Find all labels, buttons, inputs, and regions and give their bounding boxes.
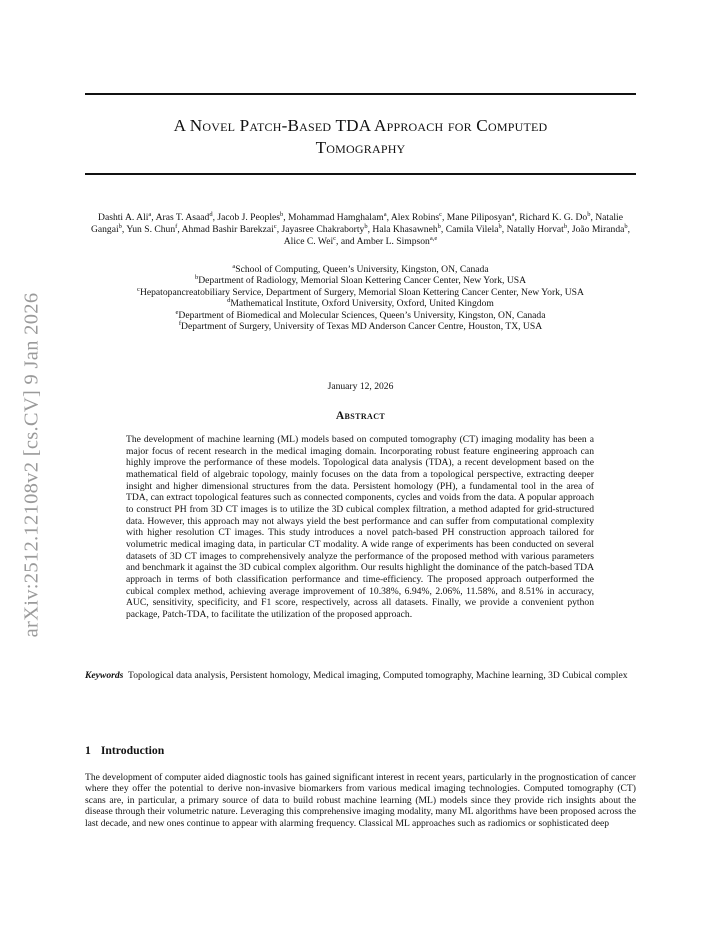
affiliation-line	[85, 264, 636, 275]
author-name: Alex Robins$^c$	[390, 210, 442, 223]
affiliation-marker: d	[227, 297, 231, 305]
title-top-rule	[85, 93, 636, 95]
affiliation-line	[85, 287, 636, 298]
title-bottom-rule	[85, 173, 636, 175]
author-name: Amber L. Simpson$^{a,e}$	[356, 234, 438, 247]
author-name: Hala Khasawneh$^b$	[372, 222, 441, 235]
affiliation-list	[85, 264, 636, 332]
section-number: 1	[85, 744, 91, 757]
author-name: Jayasree Chakraborty$^b$	[281, 222, 368, 235]
author-affiliation-marker: a	[511, 210, 515, 218]
section-heading-introduction	[85, 744, 636, 757]
author-affiliation-marker: a,e	[429, 234, 438, 242]
author-list: Dashti A. Ali$^a$, Aras T. Asaad$^d$, Jacob J. Peoples$^b$, Mohammad Hamghalam$^a$, Alex Robins$^c$, Mane Piliposyan$^a$, Richard K. G. Do$^b$, Natalie Gangai$^b$, Yun S. Chun$^f$, Ahmad Bashir Barekzai$^c$, Jayasree Chakraborty$^b$, Hala Khasawneh$^b$, Camila Vilela$^b$, Natally Horvat$^b$, João Miranda$^b$, Alice C. Wei$^c$, and Amber L. Simpson$^{a,e}$	[90, 210, 631, 247]
affiliation-line	[85, 275, 636, 286]
author-affiliation-marker: d	[209, 210, 213, 218]
author-name: Ahmad Bashir Barekzai$^c$	[181, 222, 277, 235]
author-name: Alice C. Wei$^c$	[283, 234, 337, 247]
author-name: Yun S. Chun$^f$	[126, 222, 178, 235]
author-affiliation-marker: c	[333, 234, 337, 242]
section-title: Introduction	[100, 744, 165, 757]
affiliation-marker: e	[175, 308, 179, 316]
author-affiliation-marker: b	[279, 210, 284, 218]
author-name: Jacob J. Peoples$^b$	[217, 210, 284, 223]
author-name: Camila Vilela$^b$	[445, 222, 502, 235]
author-affiliation-marker: c	[273, 222, 277, 230]
affiliation-line	[85, 310, 636, 321]
author-name: Aras T. Asaad$^d$	[155, 210, 213, 223]
abstract-heading: Abstract	[335, 410, 386, 422]
arxiv-identifier-stamp	[20, 265, 44, 665]
arxiv-identifier-text: arXiv:2512.12108v2 [cs.CV] 9 Jan 2026	[20, 292, 43, 638]
affiliation-text: Department of Biomedical and Molecular Sciences, Queen’s University, Kingston, ON, Canada	[178, 309, 546, 321]
author-affiliation-marker: b	[624, 222, 628, 230]
affiliation-marker: c	[137, 285, 140, 293]
affiliation-line	[85, 321, 636, 332]
affiliation-text: School of Computing, Queen’s University, Kingston, ON, Canada	[235, 264, 489, 275]
abstract-body: The development of machine learning (ML) models based on computed tomography (CT) imaging modality has been a major focus of recent research in the medical imaging domain. Incorporating robust feature engineering approach can highly improve the performance of these models. Topological data analysis (TDA), a recent development based on the mathematical field of algebraic topology, mainly focuses on the data from a topological perspective, extracting deeper insight and higher dimensional structures from the data. Persistent homology (PH), a fundamental tool in the area of TDA, can extract topological features such as connected components, cycles and voids from the data. A popular approach to construct PH from 3D CT images is to utilize the 3D cubical complex filtration, a method adapted for grid-structured data. However, this approach may not always yield the best performance and can suffer from computational complexity with higher resolution CT images. This study introduces a novel patch-based PH construction approach tailored for volumetric medical imaging data, in particular CT modality. A wide range of experiments has been conducted on several datasets of 3D CT images to comprehensively analyze the performance of the proposed method with various parameters and benchmark it against the 3D cubical complex algorithm. Our results highlight the dominance of the patch-based TDA approach in terms of both classification performance and time-efficiency. The proposed approach outperformed the cubical complex method, achieving average improvement of 10.38%, 6.94%, 2.06%, 11.58%, and 8.51% in accuracy, AUC, sensitivity, specificity, and F1 score, respectively, across all datasets. Finally, we provide a convenient python package, Patch-TDA, to facilitate the utilization of the proposed approach.	[126, 434, 594, 620]
author-name: Richard K. G. Do$^b$	[519, 210, 591, 223]
author-name: Natally Horvat$^b$	[506, 222, 568, 235]
author-name: Dashti A. Ali$^a$	[98, 210, 152, 223]
affiliation-text: Department of Surgery, University of Texas MD Anderson Cancer Centre, Houston, TX, USA	[181, 321, 543, 333]
affiliation-marker: f	[178, 319, 182, 327]
keywords-label: Keywords	[85, 670, 124, 681]
author-affiliation-marker: f	[175, 222, 178, 230]
author-affiliation-marker: b	[437, 222, 441, 230]
introduction-paragraph: The development of computer aided diagnostic tools has gained significant interest in recent years, particularly in the prognostication of cancer where they offer the potential to derive non-invasive biomarkers from various medical imaging technologies. Computed tomography (CT) scans are, in particular, a primary source of data to build robust machine learning (ML) models since they provide rich insights about the disease through their volumetric nature. Leveraging this comprehensive imaging modality, many ML algorithms have been proposed across the last decade, and new ones continue to appear with alarming frequency. Classical ML approaches such as radiomics or sophisticated deep	[85, 772, 636, 829]
paper-title	[85, 115, 636, 159]
author-affiliation-marker: b	[563, 222, 568, 230]
keywords-line	[85, 670, 636, 682]
title-block	[85, 93, 636, 175]
author-name: João Miranda$^b$	[571, 222, 628, 235]
author-affiliation-marker: a	[148, 210, 152, 218]
affiliation-text: Department of Radiology, Memorial Sloan Kettering Cancer Center, New York, USA	[198, 275, 527, 287]
author-name: Mane Piliposyan$^a$	[446, 210, 515, 223]
paper-title-line-1: A Novel Patch-Based TDA Approach for Computed	[173, 116, 548, 135]
author-affiliation-marker: b	[587, 210, 591, 218]
affiliation-line	[85, 298, 636, 309]
keywords-text: Topological data analysis, Persistent homology, Medical imaging, Computed tomography, Machine learning, 3D Cubical complex	[128, 670, 628, 681]
affiliation-marker: b	[194, 274, 199, 282]
author-affiliation-marker: b	[498, 222, 502, 230]
author-affiliation-marker: b	[364, 222, 368, 230]
affiliation-text: Mathematical Institute, Oxford University, Oxford, United Kingdom	[230, 298, 494, 310]
author-affiliation-marker: b	[118, 222, 122, 230]
affiliation-marker: a	[232, 262, 236, 270]
paper-title-line-2: Tomography	[315, 138, 406, 157]
author-name: Mohammad Hamghalam$^a$	[288, 210, 387, 223]
author-name: Natalie Gangai$^b$	[90, 212, 623, 235]
author-affiliation-marker: a	[383, 210, 387, 218]
affiliation-text: Hepatopancreatobiliary Service, Department of Surgery, Memorial Sloan Kettering Cancer Center, New York, USA	[139, 286, 584, 298]
author-affiliation-marker: c	[439, 210, 442, 218]
paper-date: January 12, 2026	[327, 381, 394, 392]
